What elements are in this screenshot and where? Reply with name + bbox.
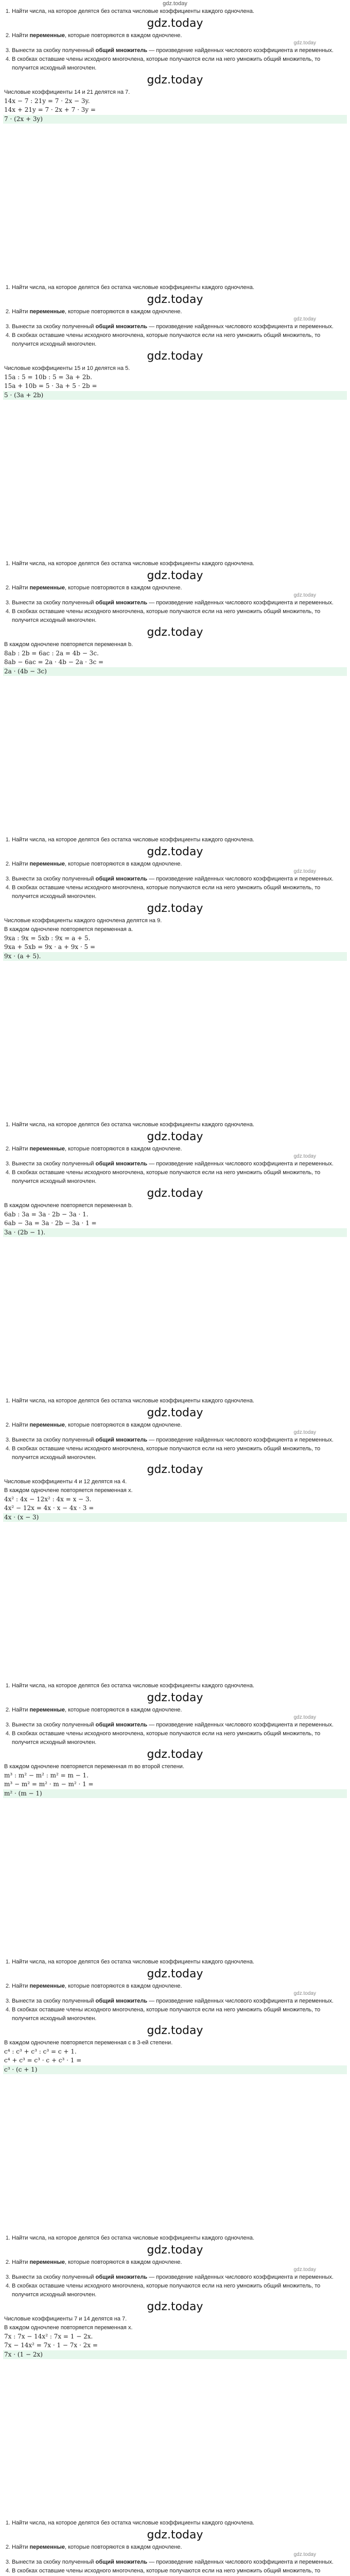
step-part: Найти [12, 309, 30, 315]
step-bold: общий множитель [95, 876, 148, 882]
step-number: 1. [5, 1959, 10, 1965]
step-number: 2. [5, 1707, 10, 1713]
step-part: Найти числа, на которое делятся без остатка числовые коэффициенты каждого одночлена. [12, 1683, 255, 1689]
step-1 [3, 2519, 347, 2528]
step-text [12, 55, 342, 73]
step-part: Найти [12, 2544, 30, 2550]
step-text [12, 1436, 342, 1445]
step-part: В скобках оставшие члены исходного многочлена, которые получаются если на него умножить общий множитель, то получится исходный многочлен. [12, 1446, 321, 1461]
step-part: Найти [12, 1707, 30, 1713]
step-text [12, 560, 342, 568]
watermark-small: gdz.today [293, 1154, 316, 1159]
step-part: В скобках оставшие члены исходного многочлена, которые получаются если на него умножить общий множитель, то получится исходный многочлен. [12, 2283, 321, 2298]
step-number: 4. [5, 56, 10, 62]
step-number: 1. [5, 2520, 10, 2526]
solution-block [0, 1682, 350, 1958]
solution-block [0, 836, 350, 1121]
solution-math-line: c⁴ : c³ + c³ : c³ = c + 1. [4, 2048, 77, 2055]
step-text [12, 2543, 342, 2552]
step-text [12, 308, 342, 316]
step-2 [3, 2543, 347, 2552]
step-4 [3, 2567, 347, 2576]
step-bold: общий множитель [95, 1998, 148, 2004]
step-part: Найти числа, на которое делятся без остатка числовые коэффициенты каждого одночлена. [12, 1959, 255, 1965]
solution-math-line: 14x − 7 : 21y = 7 · 2x − 3y. [4, 97, 90, 105]
watermark-small: gdz.today [293, 1715, 316, 1720]
watermark-small: gdz.today [293, 316, 316, 322]
step-part: Найти [12, 1983, 30, 1989]
step-part: Найти числа, на которое делятся без остатка числовые коэффициенты каждого одночлена. [12, 837, 255, 843]
solution-math-line: m³ − m² = m² · m − m² · 1 = [4, 1781, 94, 1788]
step-text [12, 331, 342, 349]
step-1 [3, 7, 347, 16]
step-number: 3. [5, 1722, 10, 1728]
step-text [12, 1682, 342, 1690]
step-text [12, 584, 342, 592]
step-3 [3, 323, 347, 331]
step-part: Вынести за скобку полученный [12, 1998, 96, 2004]
step-part: Найти числа, на которое делятся без остатка числовые коэффициенты каждого одночлена. [12, 8, 255, 14]
step-bold: общий множитель [95, 600, 148, 606]
step-part: , которые повторяются в каждом одночлене. [64, 32, 182, 39]
step-number: 4. [5, 2568, 10, 2574]
step-2 [3, 2258, 347, 2267]
solution-math-line: 6ab − 3a = 3a · 2b − 3a · 1 = [4, 1219, 97, 1227]
solution-block [0, 560, 350, 836]
step-text [12, 2234, 342, 2243]
step-text [12, 1721, 342, 1730]
watermark-small: gdz.today [293, 40, 316, 46]
step-2 [3, 1706, 347, 1715]
step-bold: переменные [29, 861, 65, 867]
solution-math-line: 14x + 21y = 7 · 2x + 7 · 3y = [4, 106, 96, 113]
solution-math-line: 15a + 10b = 5 · 3a + 5 · 2b = [4, 382, 97, 389]
step-2 [3, 31, 347, 40]
step-text [12, 31, 342, 40]
step-text [12, 323, 342, 331]
watermark: gdz.today [147, 1968, 203, 1980]
step-number: 3. [5, 1998, 10, 2004]
solution-intro: В каждом одночлене повторяется переменная b. [4, 1202, 133, 1209]
step-number: 3. [5, 1161, 10, 1167]
solution-intro-2: В каждом одночлене повторяется переменная x. [4, 1487, 133, 1494]
step-text [12, 7, 342, 16]
step-4 [3, 55, 347, 73]
watermark: gdz.today [147, 350, 203, 363]
step-bold: общий множитель [95, 1722, 148, 1728]
watermark: gdz.today [147, 2529, 203, 2541]
step-2 [3, 1982, 347, 1991]
step-bold: общий множитель [95, 2274, 148, 2280]
step-number: 1. [5, 284, 10, 291]
step-text [12, 1145, 342, 1154]
step-text [12, 2519, 342, 2528]
step-number: 1. [5, 2235, 10, 2241]
step-part: В скобках оставшие члены исходного многочлена, которые получаются если на него умножить общий множитель, то получится исходный многочлен. [12, 332, 321, 347]
step-text [12, 607, 342, 625]
step-part: — произведение найденных числового коэффициента и переменных. [147, 1437, 334, 1443]
solution-intro: Числовые коэффициенты 15 и 10 делятся на 5. [4, 365, 130, 371]
step-bold: переменные [29, 1983, 65, 1989]
step-part: Найти числа, на которое делятся без остатка числовые коэффициенты каждого одночлена. [12, 2520, 255, 2526]
step-4 [3, 2006, 347, 2023]
step-number: 1. [5, 1398, 10, 1404]
step-part: — произведение найденных числового коэффициента и переменных. [147, 1161, 334, 1167]
solution-answer: 4x · (x − 3) [3, 1513, 347, 1522]
step-3 [3, 1160, 347, 1168]
step-1 [3, 2234, 347, 2243]
watermark: gdz.today [147, 1748, 203, 1761]
step-part: — произведение найденных числового коэффициента и переменных. [147, 2559, 334, 2565]
watermark: gdz.today [147, 845, 203, 858]
solution-math-line: 8ab : 2b = 6ac : 2a = 4b − 3c. [4, 650, 99, 657]
step-3 [3, 2273, 347, 2282]
step-part: Найти числа, на которое делятся без остатка числовые коэффициенты каждого одночлена. [12, 1122, 255, 1128]
step-part: Найти [12, 2259, 30, 2265]
watermark: gdz.today [147, 902, 203, 915]
solution-math-line: 7x : 7x − 14x² : 7x = 1 − 2x. [4, 2333, 93, 2340]
step-3 [3, 875, 347, 884]
step-2 [3, 1421, 347, 1430]
step-number: 1. [5, 561, 10, 567]
solution-answer: 7 · (2x + 3y) [3, 115, 347, 124]
step-part: Найти [12, 585, 30, 591]
step-4 [3, 884, 347, 901]
solution-intro: Числовые коэффициенты 7 и 14 делятся на 7. [4, 2316, 127, 2322]
solution-answer: 3a · (2b − 1). [3, 1228, 347, 1237]
watermark: gdz.today [147, 2244, 203, 2257]
step-part: Найти [12, 32, 30, 39]
solution-math-line: 15a : 5 = 10b : 5 = 3a + 2b. [4, 374, 92, 381]
step-number: 4. [5, 1446, 10, 1452]
solution-intro: Числовые коэффициенты 14 и 21 делятся на 7. [4, 89, 130, 95]
step-4 [3, 1730, 347, 1747]
step-part: Найти числа, на которое делятся без остатка числовые коэффициенты каждого одночлена. [12, 1398, 255, 1404]
solution-math-line: 6ab : 3a = 3a · 2b − 3a · 1. [4, 1211, 89, 1218]
step-bold: общий множитель [95, 1437, 148, 1443]
step-number: 2. [5, 861, 10, 867]
step-bold: общий множитель [95, 2559, 148, 2565]
step-bold: общий множитель [95, 47, 148, 54]
step-part: В скобках оставшие члены исходного многочлена, которые получаются если на него умножить общий множитель, то получится исходный многочлен. [12, 885, 321, 900]
step-text [12, 1160, 342, 1168]
step-1 [3, 560, 347, 568]
step-1 [3, 836, 347, 844]
watermark: gdz.today [147, 2300, 203, 2313]
watermark-small: gdz.today [293, 2552, 316, 2557]
step-part: , которые повторяются в каждом одночлене. [64, 585, 182, 591]
step-number: 2. [5, 309, 10, 315]
step-part: В скобках оставшие члены исходного многочлена, которые получаются если на него умножить общий множитель, то получится исходный многочлен. [12, 56, 321, 71]
step-part: — произведение найденных числового коэффициента и переменных. [147, 600, 334, 606]
solution-block [0, 283, 350, 560]
step-number: 3. [5, 1437, 10, 1443]
watermark: gdz.today [147, 293, 203, 306]
step-part: Вынести за скобку полученный [12, 876, 96, 882]
step-part: Вынести за скобку полученный [12, 1161, 96, 1167]
watermark-small: gdz.today [293, 1991, 316, 1996]
step-number: 4. [5, 608, 10, 615]
step-part: , которые повторяются в каждом одночлене. [64, 1707, 182, 1713]
solution-intro: В каждом одночлене повторяется переменная m во второй степени. [4, 1764, 185, 1770]
step-part: Вынести за скобку полученный [12, 2274, 96, 2280]
step-number: 3. [5, 876, 10, 882]
step-text [12, 1997, 342, 2006]
step-text [12, 1730, 342, 1747]
step-text [12, 2282, 342, 2299]
step-part: В скобках оставшие члены исходного многочлена, которые получаются если на него умножить общий множитель, то получится исходный многочлен. [12, 1731, 321, 1745]
step-1 [3, 1958, 347, 1967]
step-text [12, 2006, 342, 2023]
watermark: gdz.today [147, 17, 203, 30]
step-part: , которые повторяются в каждом одночлене. [64, 2259, 182, 2265]
step-bold: переменные [29, 309, 65, 315]
step-text [12, 46, 342, 55]
step-text [12, 2273, 342, 2282]
solution-math-line: 4x² : 4x − 12x² : 4x = x − 3. [4, 1496, 92, 1503]
step-part: Найти [12, 1146, 30, 1152]
step-text [12, 2558, 342, 2567]
step-2 [3, 1145, 347, 1154]
solution-intro: В каждом одночлене повторяется переменная b. [4, 641, 133, 648]
step-number: 4. [5, 2007, 10, 2013]
solution-answer: m² · (m − 1) [3, 1789, 347, 1798]
step-text [12, 860, 342, 869]
step-part: Вынести за скобку полученный [12, 47, 96, 54]
step-3 [3, 599, 347, 607]
step-2 [3, 860, 347, 869]
step-number: 4. [5, 1731, 10, 1737]
step-number: 3. [5, 2274, 10, 2280]
solution-math-line: c⁴ + c³ = c³ · c + c³ · 1 = [4, 2057, 82, 2064]
step-number: 3. [5, 47, 10, 54]
step-3 [3, 46, 347, 55]
solution-block [0, 1121, 350, 1397]
step-part: , которые повторяются в каждом одночлене. [64, 309, 182, 315]
solution-block [0, 1958, 350, 2234]
step-number: 4. [5, 885, 10, 891]
solution-answer: 7x · (1 − 2x) [3, 2350, 347, 2359]
step-number: 2. [5, 1422, 10, 1428]
step-part: Вынести за скобку полученный [12, 2559, 96, 2565]
step-text [12, 875, 342, 884]
step-number: 1. [5, 837, 10, 843]
step-text [12, 1958, 342, 1967]
step-number: 1. [5, 8, 10, 14]
step-number: 4. [5, 2283, 10, 2289]
step-3 [3, 1997, 347, 2006]
step-2 [3, 584, 347, 592]
step-part: — произведение найденных числового коэффициента и переменных. [147, 2274, 334, 2280]
solution-intro: В каждом одночлене повторяется переменная c в 3-ей степени. [4, 2040, 173, 2046]
step-bold: переменные [29, 1146, 65, 1152]
solution-block [0, 1397, 350, 1682]
solution-intro-2: В каждом одночлене повторяется переменная x. [4, 2325, 133, 2331]
step-text [12, 1168, 342, 1186]
step-number: 2. [5, 2544, 10, 2550]
solution-math-line: 8ab − 6ac = 2a · 4b − 2a · 3c = [4, 658, 104, 666]
step-text [12, 1445, 342, 1462]
step-number: 1. [5, 1683, 10, 1689]
watermark-small: gdz.today [293, 592, 316, 598]
step-number: 1. [5, 1122, 10, 1128]
solution-math-line: 7x − 14x² = 7x · 1 − 7x · 2x = [4, 2342, 98, 2349]
solution-block [0, 2519, 350, 2576]
step-text [12, 884, 342, 901]
step-part: — произведение найденных числового коэффициента и переменных. [147, 876, 334, 882]
step-number: 2. [5, 585, 10, 591]
step-4 [3, 1445, 347, 1462]
step-number: 2. [5, 1146, 10, 1152]
solution-answer: 5 · (3a + 2b) [3, 391, 347, 400]
step-3 [3, 1721, 347, 1730]
step-text [12, 2567, 342, 2576]
step-part: , которые повторяются в каждом одночлене. [64, 1146, 182, 1152]
step-part: В скобках оставшие члены исходного многочлена, которые получаются если на него умножить общий множитель, то получится исходный многочлен. [12, 608, 321, 623]
step-part: Найти числа, на которое делятся без остатка числовые коэффициенты каждого одночлена. [12, 561, 255, 567]
step-1 [3, 1397, 347, 1405]
solution-intro: Числовые коэффициенты каждого одночлена делятся на 9. [4, 918, 162, 924]
step-text [12, 2258, 342, 2267]
solution-math-line: m³ : m² − m² : m² = m − 1. [4, 1772, 89, 1779]
solution-block [0, 7, 350, 283]
watermark: gdz.today [147, 1187, 203, 1200]
step-4 [3, 331, 347, 349]
solution-intro: Числовые коэффициенты 4 и 12 делятся на 4. [4, 1479, 127, 1485]
step-part: , которые повторяются в каждом одночлене. [64, 1983, 182, 1989]
step-1 [3, 283, 347, 292]
step-number: 3. [5, 2559, 10, 2565]
step-bold: переменные [29, 1707, 65, 1713]
solution-content [0, 7, 350, 2576]
step-number: 3. [5, 324, 10, 330]
step-text [12, 1982, 342, 1991]
step-part: Найти [12, 1422, 30, 1428]
step-part: Вынести за скобку полученный [12, 1722, 96, 1728]
step-part: — произведение найденных числового коэффициента и переменных. [147, 1722, 334, 1728]
watermark: gdz.today [147, 1691, 203, 1704]
step-4 [3, 607, 347, 625]
step-number: 4. [5, 1170, 10, 1176]
step-3 [3, 1436, 347, 1445]
step-part: , которые повторяются в каждом одночлене. [64, 861, 182, 867]
step-bold: переменные [29, 1422, 65, 1428]
watermark: gdz.today [147, 569, 203, 582]
step-part: Найти [12, 861, 30, 867]
step-part: — произведение найденных числового коэффициента и переменных. [147, 47, 334, 54]
step-part: В скобках оставшие члены исходного многочлена, которые получаются если на него умножить общий множитель, то [12, 2568, 321, 2574]
step-1 [3, 1682, 347, 1690]
step-bold: переменные [29, 2259, 65, 2265]
step-part: Вынести за скобку полученный [12, 1437, 96, 1443]
watermark: gdz.today [147, 1406, 203, 1419]
step-part: Найти числа, на которое делятся без остатка числовые коэффициенты каждого одночлена. [12, 284, 255, 291]
watermark: gdz.today [147, 1130, 203, 1143]
watermark: gdz.today [147, 74, 203, 87]
watermark: gdz.today [147, 2024, 203, 2037]
step-part: — произведение найденных числового коэффициента и переменных. [147, 324, 334, 330]
solution-math-line: 4x² − 12x = 4x · x − 4x · 3 = [4, 1504, 94, 1512]
step-4 [3, 1168, 347, 1186]
watermark: gdz.today [147, 1463, 203, 1476]
step-part: В скобках оставшие члены исходного многочлена, которые получаются если на него умножить общий множитель, то получится исходный многочлен. [12, 2007, 321, 2022]
step-bold: общий множитель [95, 324, 148, 330]
step-bold: переменные [29, 585, 65, 591]
step-text [12, 836, 342, 844]
step-bold: общий множитель [95, 1161, 148, 1167]
step-number: 3. [5, 600, 10, 606]
step-part: В скобках оставшие члены исходного многочлена, которые получаются если на него умножить общий множитель, то получится исходный многочлен. [12, 1170, 321, 1184]
step-text [12, 1421, 342, 1430]
step-part: Найти числа, на которое делятся без остатка числовые коэффициенты каждого одночлена. [12, 2235, 255, 2241]
step-1 [3, 1121, 347, 1129]
step-text [12, 599, 342, 607]
solution-intro-2: В каждом одночлене повторяется переменная а. [4, 926, 133, 933]
step-number: 2. [5, 1983, 10, 1989]
step-4 [3, 2282, 347, 2299]
top-watermark: gdz.today [163, 1, 187, 7]
step-part: Вынести за скобку полученный [12, 324, 96, 330]
solution-block [0, 2234, 350, 2519]
step-bold: переменные [29, 32, 65, 39]
solution-math-line: 9xa + 5xb = 9x · a + 9x · 5 = [4, 943, 96, 951]
step-number: 2. [5, 2259, 10, 2265]
solution-answer: 2a · (4b − 3c) [3, 667, 347, 676]
watermark-small: gdz.today [293, 1430, 316, 1435]
step-part: , которые повторяются в каждом одночлене. [64, 2544, 182, 2550]
watermark: gdz.today [147, 626, 203, 639]
solution-math-line: 9xa : 9x = 5xb : 9x = a + 5. [4, 935, 91, 942]
watermark-small: gdz.today [293, 2267, 316, 2273]
step-number: 2. [5, 32, 10, 39]
solution-answer: 9x · (a + 5). [3, 952, 347, 961]
step-text [12, 1397, 342, 1405]
step-3 [3, 2558, 347, 2567]
step-part: — произведение найденных числового коэффициента и переменных. [147, 1998, 334, 2004]
step-text [12, 1706, 342, 1715]
step-bold: переменные [29, 2544, 65, 2550]
step-part: , которые повторяются в каждом одночлене. [64, 1422, 182, 1428]
solution-answer: c³ · (c + 1) [3, 2065, 347, 2074]
step-number: 4. [5, 332, 10, 338]
step-text [12, 1121, 342, 1129]
step-2 [3, 308, 347, 316]
step-part: Вынести за скобку полученный [12, 600, 96, 606]
step-text [12, 283, 342, 292]
watermark-small: gdz.today [293, 869, 316, 874]
